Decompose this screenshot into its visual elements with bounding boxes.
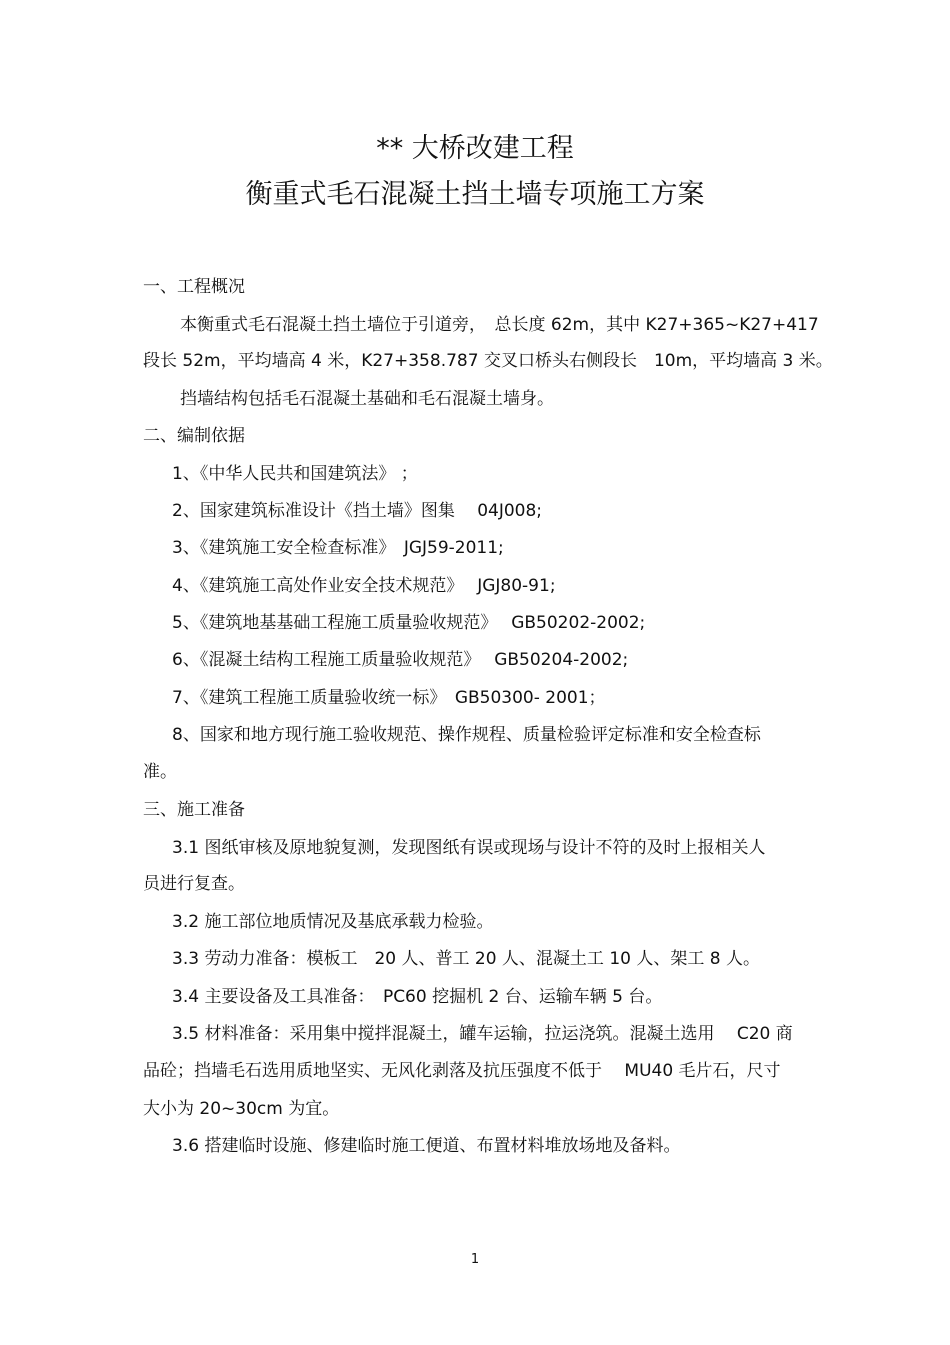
list-item: 2、国家建筑标准设计《挡土墙》图集 04J008;: [172, 501, 543, 521]
list-item: 6、《混凝土结构工程施工质量验收规范》 GB50204-2002;: [172, 650, 629, 670]
section-heading-preparation: 三、施工准备: [143, 800, 245, 820]
paragraph-line: 3.3 劳动力准备：模板工 20 人、普工 20 人、混凝土工 10 人、架工 8 人。: [172, 949, 760, 969]
paragraph-line: 3.4 主要设备及工具准备： PC60 挖掘机 2 台、运输车辆 5 台。: [172, 987, 663, 1007]
list-item: 5、《建筑地基基础工程施工质量验收规范》 GB50202-2002;: [172, 613, 646, 633]
list-item: 1、《中华人民共和国建筑法》 ；: [172, 464, 418, 484]
list-item: 4、《建筑施工高处作业安全技术规范》 JGJ80-91;: [172, 576, 556, 596]
list-item-continuation: 准。: [143, 762, 177, 782]
paragraph-line: 挡墙结构包括毛石混凝土基础和毛石混凝土墙身。: [180, 389, 554, 409]
page-number: 1: [470, 1252, 480, 1267]
paragraph-line: 品砼；挡墙毛石选用质地坚实、无风化剥落及抗压强度不低于 MU40 毛片石，尺寸: [143, 1061, 781, 1081]
list-item: 8、国家和地方现行施工验收规范、操作规程、质量检验评定标准和安全检查标: [172, 725, 761, 745]
section-heading-overview: 一、工程概况: [143, 277, 245, 297]
paragraph-line: 员进行复查。: [143, 874, 245, 894]
paragraph-line: 3.5 材料准备：采用集中搅拌混凝土，罐车运输，拉运浇筑。混凝土选用 C20 商: [172, 1024, 793, 1044]
list-item: 3、《建筑施工安全检查标准》 JGJ59-2011;: [172, 538, 504, 558]
document-title-line2: 衡重式毛石混凝土挡土墙专项施工方案: [245, 179, 705, 210]
paragraph-line: 3.1 图纸审核及原地貌复测，发现图纸有误或现场与设计不符的及时上报相关人: [172, 838, 766, 858]
paragraph-line: 段长 52m，平均墙高 4 米，K27+358.787 交叉口桥头右侧段长 10m，平均墙高 3 米。: [143, 351, 833, 371]
document-title-line1: ** 大桥改建工程: [376, 133, 574, 164]
paragraph-line: 本衡重式毛石混凝土挡土墙位于引道旁， 总长度 62m，其中 K27+365~K27+417: [180, 315, 819, 335]
paragraph-line: 3.2 施工部位地质情况及基底承载力检验。: [172, 912, 494, 932]
section-heading-basis: 二、编制依据: [143, 426, 245, 446]
paragraph-line: 大小为 20~30cm 为宜。: [143, 1099, 340, 1119]
list-item: 7、《建筑工程施工质量验收统一标》 GB50300- 2001；: [172, 688, 606, 708]
paragraph-line: 3.6 搭建临时设施、修建临时施工便道、布置材料堆放场地及备料。: [172, 1136, 681, 1156]
